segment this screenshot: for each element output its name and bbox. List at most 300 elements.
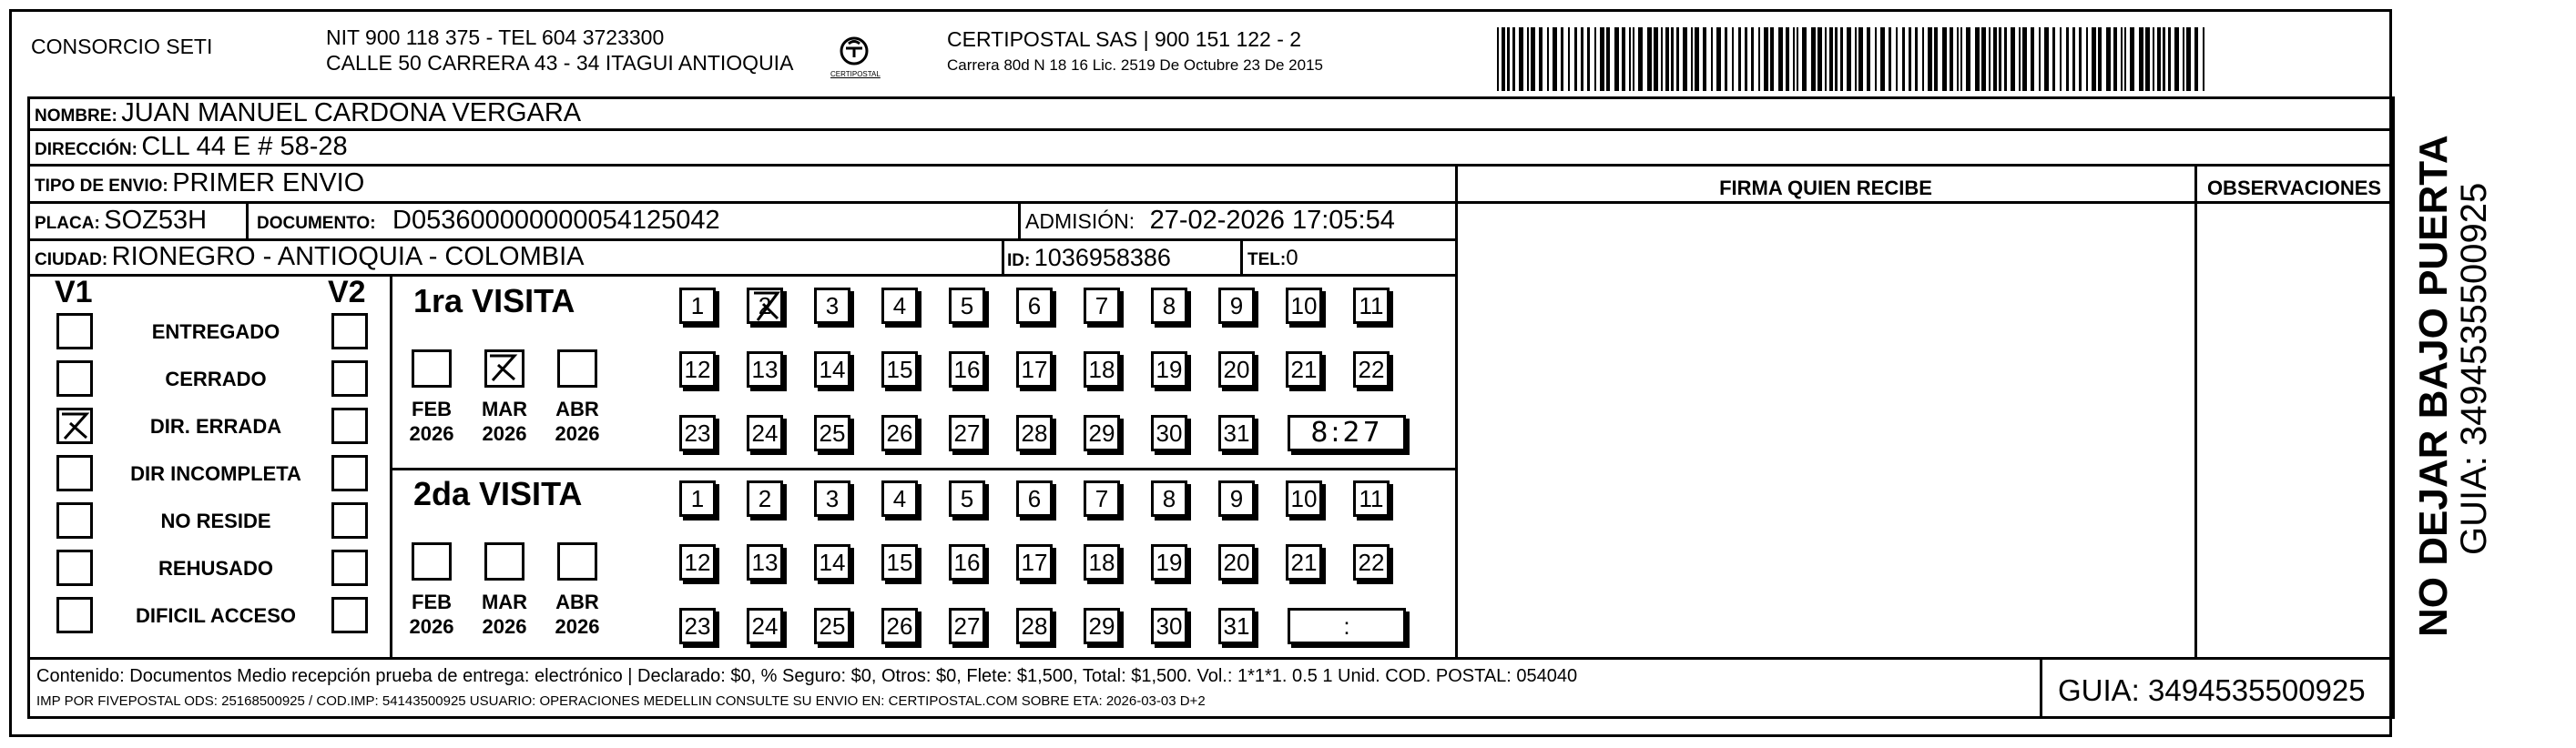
month-checkbox[interactable] xyxy=(557,542,597,581)
barcode-bar xyxy=(1802,27,1807,91)
barcode-bar xyxy=(2106,27,2111,91)
day-number: 23 xyxy=(684,419,711,447)
rule xyxy=(390,274,392,658)
day-box[interactable] xyxy=(1084,415,1120,451)
day-box[interactable] xyxy=(1084,480,1120,517)
tel-value: 0 xyxy=(1286,246,1298,270)
day-box[interactable] xyxy=(949,415,985,451)
barcode-bar xyxy=(2031,27,2034,91)
v2-checkbox[interactable] xyxy=(331,597,368,633)
nombre-value: JUAN MANUEL CARDONA VERGARA xyxy=(121,98,582,127)
barcode-bar xyxy=(1716,27,1721,91)
firma-header: FIRMA QUIEN RECIBE xyxy=(1719,177,1932,199)
carrier-line: CERTIPOSTAL SAS | 900 151 122 - 2 xyxy=(947,27,1302,51)
rule xyxy=(27,201,1457,204)
day-box[interactable] xyxy=(1151,608,1187,644)
day-number: 17 xyxy=(1021,549,1048,576)
day-box[interactable] xyxy=(1016,608,1053,644)
day-number: 20 xyxy=(1223,356,1250,383)
day-box[interactable] xyxy=(679,608,716,644)
barcode-bar xyxy=(2052,27,2055,91)
imp-line: IMP POR FIVEPOSTAL ODS: 25168500925 / COD.IMP: 54143500925 USUARIO: OPERACIONES MEDELLIN CONSULTE SU ENVIO EN: CERTIPOSTAL.COM SOBRE ETA: 2026-03-03 D+2 xyxy=(36,693,1206,709)
month-year: 2026 xyxy=(555,615,600,638)
month-year: 2026 xyxy=(482,615,527,638)
barcode-bar xyxy=(1507,27,1510,91)
check-mark-icon xyxy=(59,410,90,441)
day-box[interactable] xyxy=(747,415,783,451)
day-number: 8 xyxy=(1162,292,1176,319)
barcode-bar xyxy=(2130,27,2134,91)
day-box[interactable] xyxy=(1016,480,1053,517)
day-number: 30 xyxy=(1156,612,1183,640)
day-box[interactable] xyxy=(814,608,850,644)
day-number: 6 xyxy=(1027,292,1042,319)
certipostal-logo xyxy=(827,31,881,86)
day-number: 4 xyxy=(892,485,907,512)
month-checkbox[interactable] xyxy=(557,349,597,388)
rule xyxy=(2040,657,2042,716)
day-number: 6 xyxy=(1027,485,1042,512)
day-number: 17 xyxy=(1021,356,1048,383)
barcode-bar xyxy=(1633,27,1634,91)
month-checkbox[interactable] xyxy=(412,349,452,388)
rule xyxy=(246,201,249,238)
barcode-bar xyxy=(1497,27,1499,91)
day-box[interactable] xyxy=(1218,351,1255,388)
time-box[interactable] xyxy=(1288,415,1406,451)
footer-guia: GUIA: 3494535500925 xyxy=(2058,673,2366,707)
day-box[interactable] xyxy=(1016,288,1053,324)
day-box[interactable] xyxy=(1151,288,1187,324)
rule xyxy=(1455,164,1458,660)
day-box[interactable] xyxy=(1016,351,1053,388)
day-box[interactable] xyxy=(1016,544,1053,581)
ciudad-label: CIUDAD: xyxy=(35,250,108,269)
barcode-bar xyxy=(2086,27,2088,91)
status-reason-label: DIFICIL ACCESO xyxy=(135,604,296,627)
day-number: 5 xyxy=(960,485,974,512)
barcode-bar xyxy=(1553,27,1557,91)
barcode-bar xyxy=(1957,27,1959,91)
v1-checkbox[interactable] xyxy=(56,550,93,586)
day-box[interactable] xyxy=(1286,351,1322,388)
nombre-label: NOMBRE: xyxy=(35,106,117,126)
barcode-bar xyxy=(1797,27,1798,91)
day-box[interactable] xyxy=(881,415,918,451)
nit-line: NIT 900 118 375 - TEL 604 3723300 xyxy=(326,25,665,49)
day-number: 1 xyxy=(690,292,705,319)
barcode-bar xyxy=(1902,27,1905,91)
day-box[interactable] xyxy=(881,480,918,517)
month-label xyxy=(404,397,459,446)
barcode-bar xyxy=(1594,27,1596,91)
rule xyxy=(1240,238,1243,274)
v2-checkbox[interactable] xyxy=(331,313,368,349)
day-box[interactable] xyxy=(679,415,716,451)
day-number: 4 xyxy=(892,292,907,319)
barcode-bar xyxy=(1581,27,1583,91)
barcode-bar xyxy=(2113,27,2117,91)
time-box[interactable] xyxy=(1288,608,1406,644)
day-box[interactable] xyxy=(1353,351,1390,388)
barcode-bar xyxy=(1928,27,1932,91)
day-box[interactable] xyxy=(814,415,850,451)
barcode-bar xyxy=(2174,27,2179,91)
day-box[interactable] xyxy=(1084,608,1120,644)
day-number: 26 xyxy=(886,419,913,447)
barcode-bar xyxy=(1502,27,1505,91)
barcode-bar xyxy=(1758,27,1760,91)
visit-title: 2da VISITA xyxy=(413,475,583,512)
barcode-bar xyxy=(1825,27,1827,91)
ciudad-row xyxy=(35,242,585,272)
month-label xyxy=(550,590,605,639)
day-box[interactable] xyxy=(1218,415,1255,451)
day-box[interactable] xyxy=(949,288,985,324)
day-box[interactable] xyxy=(949,351,985,388)
check-mark-icon xyxy=(487,352,518,383)
barcode-bar xyxy=(2186,27,2191,91)
barcode-bar xyxy=(1778,27,1783,91)
month-name: ABR xyxy=(555,591,599,613)
barcode-bar xyxy=(1786,27,1789,91)
barcode-bar xyxy=(2124,27,2126,91)
month-checkbox[interactable] xyxy=(412,542,452,581)
barcode-bar xyxy=(1606,27,1610,91)
day-number: 11 xyxy=(1359,292,1384,319)
rule xyxy=(2194,164,2197,660)
barcode-bar xyxy=(1764,27,1768,91)
company-name: CONSORCIO SETI xyxy=(31,35,213,58)
day-box[interactable] xyxy=(747,608,783,644)
barcode xyxy=(1497,27,2216,91)
tipo-value: PRIMER ENVIO xyxy=(172,168,365,197)
month-name: FEB xyxy=(412,398,452,420)
rule xyxy=(1018,201,1021,238)
day-box[interactable] xyxy=(1151,544,1187,581)
barcode-bar xyxy=(1855,27,1857,91)
barcode-bar xyxy=(1793,27,1795,91)
barcode-bar xyxy=(1574,27,1577,91)
day-box[interactable] xyxy=(747,351,783,388)
rule xyxy=(2392,96,2395,719)
day-box[interactable] xyxy=(1353,480,1390,517)
barcode-bar xyxy=(1622,27,1625,91)
day-box[interactable] xyxy=(1084,351,1120,388)
day-number: 9 xyxy=(1229,292,1244,319)
v2-checkbox[interactable] xyxy=(331,502,368,539)
barcode-bar xyxy=(1738,27,1741,91)
v2-checkbox[interactable] xyxy=(331,455,368,491)
day-number: 18 xyxy=(1088,549,1115,576)
barcode-bar xyxy=(2079,27,2082,91)
day-number: 31 xyxy=(1223,419,1250,447)
month-checkbox[interactable] xyxy=(484,542,524,581)
day-number: 21 xyxy=(1290,549,1318,576)
day-box[interactable] xyxy=(814,351,850,388)
month-label xyxy=(477,397,532,446)
barcode-bar xyxy=(1909,27,1911,91)
barcode-bar xyxy=(1519,27,1523,91)
barcode-bar xyxy=(1770,27,1774,91)
day-box[interactable] xyxy=(1084,544,1120,581)
visit-title: 1ra VISITA xyxy=(413,282,575,319)
day-box[interactable] xyxy=(747,544,783,581)
barcode-bar xyxy=(2072,27,2075,91)
month-label xyxy=(550,397,605,446)
barcode-bar xyxy=(1638,27,1643,91)
day-number: 30 xyxy=(1156,419,1183,447)
barcode-bar xyxy=(1989,27,1991,91)
barcode-bar xyxy=(2157,27,2161,91)
day-box[interactable] xyxy=(679,288,716,324)
barcode-bar xyxy=(1703,27,1706,91)
barcode-bar xyxy=(1654,27,1658,91)
day-number: 24 xyxy=(751,612,779,640)
day-box[interactable] xyxy=(949,608,985,644)
day-box[interactable] xyxy=(747,480,783,517)
direccion-value: CLL 44 E # 58-28 xyxy=(141,132,348,161)
ciudad-value: RIONEGRO - ANTIOQUIA - COLOMBIA xyxy=(111,242,585,271)
admision-row xyxy=(1025,206,1395,236)
barcode-bar xyxy=(1999,27,2001,91)
day-number: 27 xyxy=(953,612,981,640)
day-box[interactable] xyxy=(1218,608,1255,644)
side-guia: GUIA: 3494535500925 xyxy=(2454,182,2494,555)
barcode-bar xyxy=(1745,27,1747,91)
side-warning: NO DEJAR BAJO PUERTA xyxy=(2411,135,2456,637)
v1-checkbox[interactable] xyxy=(56,597,93,633)
day-box[interactable] xyxy=(1218,544,1255,581)
day-box[interactable] xyxy=(1286,544,1322,581)
day-box[interactable] xyxy=(881,288,918,324)
day-box[interactable] xyxy=(814,480,850,517)
day-number: 8 xyxy=(1162,485,1176,512)
day-box[interactable] xyxy=(1353,544,1390,581)
v1-checkbox[interactable] xyxy=(56,360,93,397)
tipo-label: TIPO DE ENVIO: xyxy=(35,177,168,196)
day-number: 14 xyxy=(819,549,846,576)
month-name: ABR xyxy=(555,398,599,420)
v1-checkbox[interactable] xyxy=(56,455,93,491)
month-label xyxy=(477,590,532,639)
barcode-bar xyxy=(2039,27,2041,91)
day-number: 2 xyxy=(758,292,772,319)
barcode-bar xyxy=(1915,27,1918,91)
day-number: 25 xyxy=(819,612,846,640)
day-number: 15 xyxy=(886,549,913,576)
v2-checkbox[interactable] xyxy=(331,360,368,397)
documento-row xyxy=(257,206,720,236)
barcode-bar xyxy=(1829,27,1833,91)
barcode-bar xyxy=(1561,27,1563,91)
barcode-bar xyxy=(1539,27,1543,91)
day-number: 29 xyxy=(1088,419,1115,447)
documento-label: DOCUMENTO: xyxy=(257,214,376,233)
admision-label: ADMISIÓN: xyxy=(1025,209,1135,233)
barcode-bar xyxy=(1661,27,1663,91)
rule xyxy=(27,274,1457,277)
rule xyxy=(27,716,2395,719)
day-box[interactable] xyxy=(1353,288,1390,324)
day-box[interactable] xyxy=(949,544,985,581)
day-number: 10 xyxy=(1290,485,1318,512)
v1-checkbox[interactable] xyxy=(56,313,93,349)
barcode-bar xyxy=(1934,27,1938,91)
nombre-row xyxy=(35,98,581,128)
day-number: 7 xyxy=(1095,292,1109,319)
day-box[interactable] xyxy=(1151,480,1187,517)
day-box[interactable] xyxy=(679,480,716,517)
barcode-bar xyxy=(2044,27,2049,91)
barcode-bar xyxy=(1981,27,1986,91)
month-checkbox[interactable] xyxy=(484,349,524,388)
barcode-bar xyxy=(1975,27,1980,91)
contenido-line: Contenido: Documentos Medio recepción prueba de entrega: electrónico | Declarado: $0, % Seguro: $0, Otros: $0, Flete: $1,500, Total: $1,500. Vol.: 1*1*1. 0.5 1 Unid. COD. POSTAL: 054040 xyxy=(36,666,1578,686)
tipo-row xyxy=(35,168,364,198)
barcode-bar xyxy=(1732,27,1734,91)
day-number: 16 xyxy=(953,549,981,576)
barcode-bar xyxy=(2011,27,2015,91)
barcode-bar xyxy=(1665,27,1669,91)
barcode-bar xyxy=(2098,27,2102,91)
day-number: 2 xyxy=(758,485,772,512)
rule xyxy=(27,164,2392,167)
barcode-bar xyxy=(2183,27,2184,91)
v1-header: V1 xyxy=(55,275,93,309)
barcode-bar xyxy=(1889,27,1891,91)
day-number: 3 xyxy=(825,292,840,319)
barcode-bar xyxy=(1647,27,1652,91)
month-year: 2026 xyxy=(482,422,527,445)
barcode-bar xyxy=(1531,27,1535,91)
day-box[interactable] xyxy=(881,608,918,644)
barcode-bar xyxy=(1587,27,1590,91)
day-number: 1 xyxy=(690,485,705,512)
barcode-bar xyxy=(1711,27,1713,91)
direccion-label: DIRECCIÓN: xyxy=(35,140,137,159)
day-box[interactable] xyxy=(1084,288,1120,324)
id-value: 1036958386 xyxy=(1033,244,1171,271)
barcode-bar xyxy=(1950,27,1953,91)
day-number: 9 xyxy=(1229,485,1244,512)
check-mark-icon xyxy=(747,288,783,324)
day-number: 13 xyxy=(751,549,779,576)
id-label: ID: xyxy=(1007,251,1031,270)
day-box[interactable] xyxy=(881,544,918,581)
barcode-bar xyxy=(1600,27,1604,91)
day-box[interactable] xyxy=(814,288,850,324)
status-reason-label: CERRADO xyxy=(165,368,267,390)
day-box[interactable] xyxy=(1218,288,1255,324)
day-number: 18 xyxy=(1088,356,1115,383)
barcode-bar xyxy=(2163,27,2165,91)
status-reason-label: REHUSADO xyxy=(158,557,273,580)
day-box[interactable] xyxy=(1286,288,1322,324)
day-box[interactable] xyxy=(1016,415,1053,451)
barcode-bar xyxy=(2060,27,2062,91)
barcode-bar xyxy=(1547,27,1549,91)
v1-checkbox[interactable] xyxy=(56,408,93,444)
barcode-bar xyxy=(2004,27,2007,91)
month-name: FEB xyxy=(412,591,452,613)
barcode-bar xyxy=(1942,27,1947,91)
barcode-bar xyxy=(1527,27,1529,91)
day-number: 28 xyxy=(1021,612,1048,640)
month-name: MAR xyxy=(481,591,528,613)
status-reason-label: DIR INCOMPLETA xyxy=(130,462,301,485)
day-box[interactable] xyxy=(679,544,716,581)
day-number: 27 xyxy=(953,419,981,447)
day-number: 11 xyxy=(1359,485,1384,512)
day-box[interactable] xyxy=(1151,415,1187,451)
barcode-bar xyxy=(1568,27,1570,91)
barcode-bar xyxy=(1676,27,1679,91)
license-line: Carrera 80d N 18 16 Lic. 2519 De Octubre 23 De 2015 xyxy=(947,56,1323,74)
day-box[interactable] xyxy=(881,351,918,388)
day-number: 31 xyxy=(1223,612,1250,640)
day-number: 23 xyxy=(684,612,711,640)
rule xyxy=(27,128,2392,131)
barcode-bar xyxy=(1896,27,1898,91)
day-number: 29 xyxy=(1088,612,1115,640)
barcode-bar xyxy=(1751,27,1754,91)
month-year: 2026 xyxy=(409,615,454,638)
day-box[interactable] xyxy=(814,544,850,581)
day-box[interactable] xyxy=(1151,351,1187,388)
day-box[interactable] xyxy=(949,480,985,517)
day-number: 10 xyxy=(1290,292,1318,319)
barcode-bar xyxy=(1512,27,1515,91)
day-number: 21 xyxy=(1290,356,1318,383)
time-value: : xyxy=(1343,612,1350,640)
barcode-bar xyxy=(1671,27,1674,91)
barcode-bar xyxy=(2153,27,2154,91)
barcode-bar xyxy=(2194,27,2198,91)
day-box[interactable] xyxy=(679,351,716,388)
v1-checkbox[interactable] xyxy=(56,502,93,539)
barcode-bar xyxy=(2203,27,2204,91)
day-number: 22 xyxy=(1358,356,1385,383)
barcode-bar xyxy=(1966,27,1970,91)
day-box[interactable] xyxy=(1286,480,1322,517)
direccion-row xyxy=(35,132,348,162)
barcode-bar xyxy=(1867,27,1870,91)
day-box[interactable] xyxy=(1218,480,1255,517)
month-label xyxy=(404,590,459,639)
placa-row xyxy=(35,206,207,236)
day-number: 7 xyxy=(1095,485,1109,512)
day-box[interactable] xyxy=(747,288,783,324)
placa-value: SOZ53H xyxy=(104,206,208,235)
barcode-bar xyxy=(2066,27,2069,91)
day-number: 22 xyxy=(1358,549,1385,576)
rule xyxy=(1002,238,1004,274)
v2-checkbox[interactable] xyxy=(331,550,368,586)
barcode-bar xyxy=(1835,27,1838,91)
barcode-bar xyxy=(1922,27,1924,91)
barcode-bar xyxy=(1817,27,1822,91)
day-number: 20 xyxy=(1223,549,1250,576)
day-number: 26 xyxy=(886,612,913,640)
day-number: 14 xyxy=(819,356,846,383)
v2-checkbox[interactable] xyxy=(331,408,368,444)
month-year: 2026 xyxy=(409,422,454,445)
day-number: 16 xyxy=(953,356,981,383)
day-number: 13 xyxy=(751,356,779,383)
month-name: MAR xyxy=(481,398,528,420)
barcode-bar xyxy=(2145,27,2150,91)
